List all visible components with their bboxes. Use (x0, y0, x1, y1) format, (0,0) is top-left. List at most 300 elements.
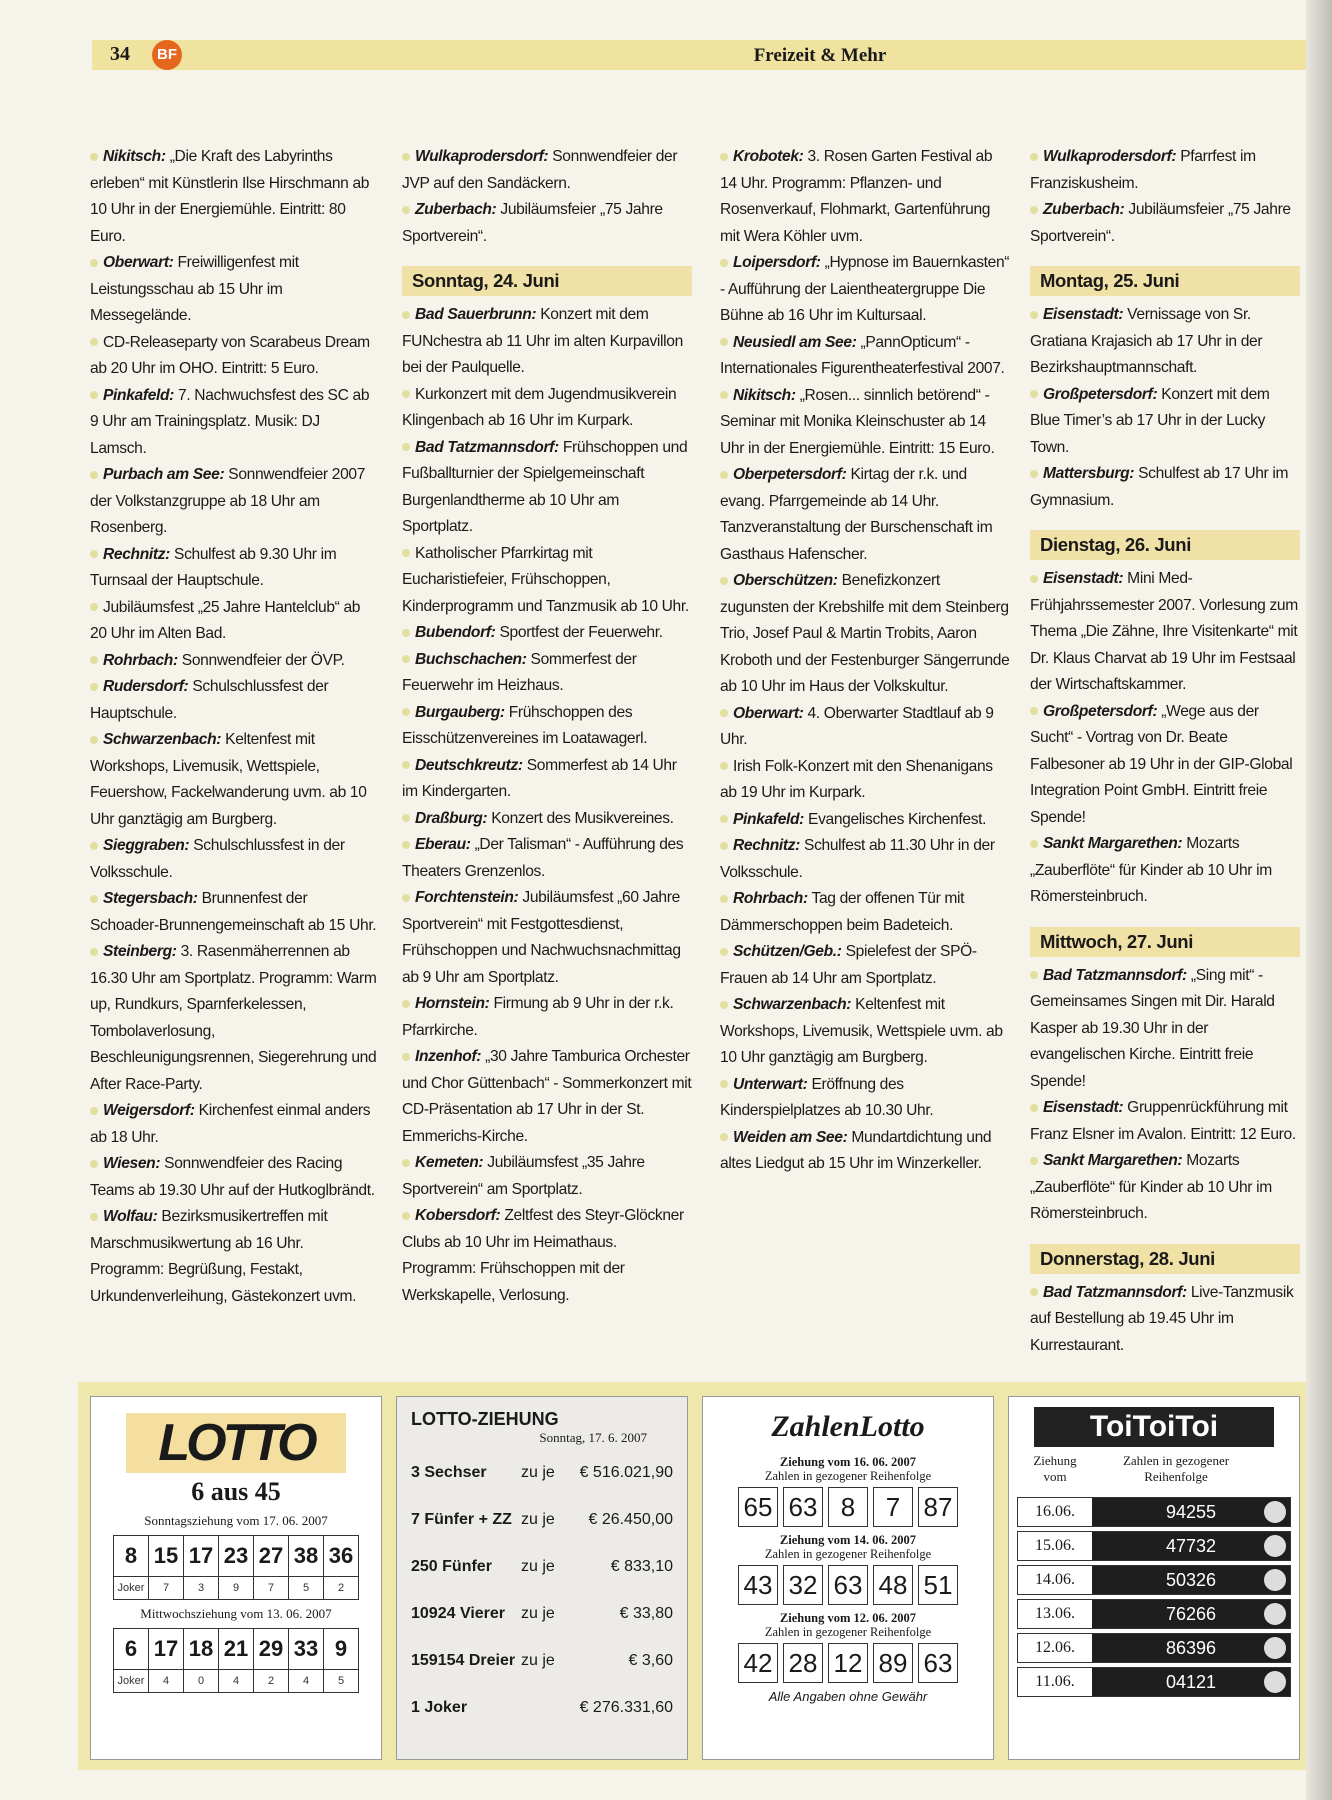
event-entry (402, 144, 692, 197)
event-place: Rohrbach: (733, 890, 808, 907)
toitoitoi-row (1017, 1599, 1291, 1629)
event-entry (720, 754, 1010, 807)
event-entry (402, 1044, 692, 1150)
event-entry (90, 330, 380, 383)
joker-digit: 5 (324, 1670, 359, 1693)
joker-digit: 4 (289, 1670, 324, 1693)
event-text: Live-Tanzmusik auf Bestellung ab 19.45 Uhr im Kurrestaurant. (1030, 1283, 1294, 1354)
event-entry (402, 1203, 692, 1309)
bullet-dot-icon (402, 814, 410, 822)
prize-count: 3 Sechser (411, 1464, 487, 1481)
bullet-dot-icon (402, 1212, 410, 1220)
event-text: Schulschlussfest in der Volksschule. (90, 837, 345, 881)
joker-row (114, 1577, 359, 1600)
lotto-number: 29 (254, 1629, 289, 1670)
bullet-dot-icon (720, 1133, 728, 1141)
event-place: Buchschachen: (415, 650, 527, 668)
event-entry (1030, 1148, 1300, 1228)
bullet-dot-icon (402, 443, 410, 451)
event-place: Pinkafeld: (733, 810, 805, 828)
event-entry (402, 197, 692, 250)
event-place: Schwarzenbach: (733, 996, 852, 1013)
event-entry (90, 1151, 380, 1204)
toitoitoi-date: 15.06. (1018, 1532, 1092, 1560)
bullet-dot-icon (90, 153, 98, 161)
toitoitoi-number: 47732 (1092, 1532, 1290, 1560)
bullet-dot-icon (90, 1107, 98, 1115)
event-place: Weigersdorf: (103, 1102, 195, 1119)
bullet-dot-icon (720, 259, 728, 267)
zahlenlotto-box (702, 1396, 994, 1760)
prize-count: 159154 Dreier (411, 1652, 516, 1669)
event-place: Neusiedl am See: (733, 333, 857, 351)
bullet-dot-icon (402, 761, 410, 769)
lotto-number: 9 (324, 1629, 359, 1670)
event-text: „Die Kraft des Labyrinths erleben“ mit Künstlerin Ilse Hirschmann ab 10 Uhr in der Energiemühle. Eintritt: 80 Euro. (90, 148, 370, 245)
event-entry (720, 939, 1010, 992)
joker-digit: 2 (254, 1670, 289, 1693)
event-place: Inzenhof: (415, 1048, 482, 1065)
lotto-ziehung-box (396, 1396, 688, 1760)
event-text: Mozarts „Zauberflöte“ für Kinder ab 10 Uhr im Römersteinbruch. (1030, 835, 1272, 905)
bullet-dot-icon (90, 471, 98, 479)
toitoitoi-box (1008, 1396, 1300, 1760)
zahlenlotto-number: 32 (783, 1565, 823, 1605)
event-text: Sonnwendfeier 2007 der Volkstanzgruppe ab 18 Uhr am Rosenberg. (90, 466, 366, 536)
page-header (92, 40, 1308, 70)
toitoitoi-date: 14.06. (1018, 1566, 1092, 1594)
section-title: Freizeit & Mehr (753, 45, 887, 66)
event-entry (1030, 302, 1300, 382)
event-entry (90, 1098, 380, 1151)
event-text: Evangelisches Kirchenfest. (804, 810, 987, 828)
column-3 (720, 144, 1010, 1178)
event-entry (90, 542, 380, 595)
prize-count: 1 Joker (411, 1699, 468, 1716)
event-place: Kemeten: (415, 1154, 484, 1171)
lotto-number: 8 (114, 1536, 149, 1577)
lotto-number: 6 (114, 1629, 149, 1670)
toitoitoi-date-header: Ziehung vom (1033, 1453, 1077, 1484)
zahlenlotto-footer: Alle Angaben ohne Gewähr (768, 1689, 928, 1704)
event-entry (90, 727, 380, 833)
event-text: Keltenfest mit Workshops, Livemusik, Wettspiele, Feuershow, Fackelwanderung uvm. ab 10 Uhr ganztägig am Burgberg. (90, 731, 367, 828)
bullet-dot-icon (402, 1000, 410, 1008)
event-entry (402, 382, 692, 435)
lotto-box (90, 1396, 382, 1760)
bullet-dot-icon (90, 948, 98, 956)
bullet-dot-icon (402, 655, 410, 663)
joker-digit: 0 (184, 1670, 219, 1693)
event-entry (720, 330, 1010, 383)
event-place: Bad Tatzmannsdorf: (415, 438, 559, 456)
lotto-numbers-row (114, 1629, 359, 1670)
zahlenlotto-number: 63 (828, 1565, 868, 1605)
event-entry (90, 383, 380, 463)
event-text: Freiwilligenfest mit Leistungsschau ab 15 Uhr im Messegelände. (90, 254, 299, 324)
toitoitoi-number: 86396 (1092, 1634, 1290, 1662)
prize-row (397, 1591, 687, 1638)
lotto-number: 38 (289, 1536, 324, 1577)
zahlenlotto-number: 12 (828, 1643, 868, 1683)
event-text: Sommerfest der Feuerwehr im Heizhaus. (402, 650, 637, 694)
bullet-dot-icon (90, 1213, 98, 1221)
zahlenlotto-number: 63 (918, 1643, 958, 1683)
event-entry (1030, 1280, 1300, 1360)
bullet-dot-icon (720, 762, 728, 770)
bullet-dot-icon (1030, 1288, 1038, 1296)
bullet-dot-icon (402, 708, 410, 716)
lotto-number: 17 (149, 1629, 184, 1670)
event-place: Rechnitz: (733, 837, 801, 854)
event-entry (90, 462, 380, 542)
prize-per: zu je (521, 1511, 555, 1528)
bullet-dot-icon (1030, 1104, 1038, 1112)
event-text: Kirtag der r.k. und evang. Pfarrgemeinde ab 14 Uhr. Tanzveranstaltung der Burschenschaft im Gasthaus Hafenscher. (720, 466, 993, 563)
lotto-ziehung-title: LOTTO-ZIEHUNG (411, 1409, 559, 1429)
bullet-dot-icon (90, 391, 98, 399)
bullet-dot-icon (402, 311, 410, 319)
lotto-number: 21 (219, 1629, 254, 1670)
prize-row (397, 1450, 687, 1497)
event-text: „30 Jahre Tamburica Orchester und Chor Güttenbach“ - Sommerkonzert mit CD-Präsentation ab 17 Uhr in der St. Emmerichs-Kirche. (402, 1048, 692, 1145)
event-entry (402, 806, 692, 833)
event-entry (720, 1072, 1010, 1125)
event-text: Benefizkonzert zugunsten der Krebshilfe mit dem Steinberg Trio, Josef Paul & Martin Trobits, Aaron Kroboth und der Festenburger Sängerrunde ab 10 Uhr im Haus der Volkskultur. (720, 572, 1010, 695)
event-entry (1030, 963, 1300, 1096)
zahlenlotto-number: 42 (738, 1643, 778, 1683)
event-place: Eisenstadt: (1043, 306, 1124, 323)
event-place: Bad Tatzmannsdorf: (1043, 966, 1187, 984)
event-text: Schulfest ab 11.30 Uhr in der Volksschule. (720, 837, 995, 881)
event-place: Steinberg: (103, 943, 177, 960)
event-text: 3. Rosen Garten Festival ab 14 Uhr. Programm: Pflanzen- und Rosenverkauf, Flohmarkt, Gartenführung mit Wera Köhler uvm. (720, 148, 993, 245)
zahlenlotto-date: Ziehung vom 16. 06. 2007 (779, 1455, 917, 1469)
lotto-draw-label: Sonntagsziehung vom 17. 06. 2007 (144, 1513, 328, 1528)
joker-digit: 9 (219, 1577, 254, 1600)
bullet-dot-icon (1030, 840, 1038, 848)
event-place: Hornstein: (415, 995, 490, 1012)
zahlenlotto-order-label: Zahlen in gezogener Reihenfolge (764, 1625, 932, 1639)
event-text: Schulfest ab 17 Uhr im Gymnasium. (1030, 465, 1289, 509)
prize-per: zu je (521, 1605, 555, 1622)
event-place: Großpetersdorf: (1043, 702, 1158, 720)
bullet-dot-icon (720, 153, 728, 161)
zahlenlotto-number: 87 (918, 1487, 958, 1527)
lotto-number: 27 (254, 1536, 289, 1577)
lotto-numbers-table (113, 1628, 359, 1693)
bullet-dot-icon (1030, 390, 1038, 398)
event-entry (720, 568, 1010, 701)
event-place: Sankt Margarethen: (1043, 1152, 1183, 1169)
bullet-dot-icon (720, 471, 728, 479)
event-text: Bezirksmusikertreffen mit Marschmusikwertung ab 16 Uhr. Programm: Begrüßung, Festakt, Urkundenverleihung, Gästekonzert uvm. (90, 1208, 357, 1305)
event-entry (90, 833, 380, 886)
event-text: Pfarrfest im Franziskusheim. (1030, 148, 1256, 192)
prize-row (397, 1638, 687, 1685)
bullet-dot-icon (1030, 311, 1038, 319)
lotto-number: 18 (184, 1629, 219, 1670)
event-text: Sommerfest ab 14 Uhr im Kindergarten. (402, 756, 677, 800)
event-entry (90, 144, 380, 250)
event-text: Irish Folk-Konzert mit den Shenanigans ab 19 Uhr im Kurpark. (720, 757, 993, 801)
bullet-dot-icon (720, 842, 728, 850)
bullet-dot-icon (1030, 1157, 1038, 1165)
bullet-dot-icon (1030, 971, 1038, 979)
lotto-subtitle: 6 aus 45 (191, 1477, 281, 1506)
event-entry (720, 144, 1010, 250)
event-place: Sankt Margarethen: (1043, 835, 1183, 852)
zahlenlotto-number: 28 (783, 1643, 823, 1683)
zahlenlotto-draw (703, 1611, 993, 1639)
event-text: „Der Talisman“ - Aufführung des Theaters Grenzenlos. (402, 836, 684, 880)
lotto-number: 15 (149, 1536, 184, 1577)
zahlenlotto-numbers (703, 1565, 993, 1605)
zahlenlotto-draw (703, 1455, 993, 1483)
event-place: Eberau: (415, 836, 471, 853)
bullet-dot-icon (90, 895, 98, 903)
event-place: Eisenstadt: (1043, 570, 1124, 587)
zahlenlotto-number: 8 (828, 1487, 868, 1527)
event-text: Sonnwendfeier der ÖVP. (177, 651, 345, 669)
bullet-dot-icon (1030, 470, 1038, 478)
lotto-number: 33 (289, 1629, 324, 1670)
event-text: Tag der offenen Tür mit Dämmerschoppen beim Badeteich. (720, 890, 965, 934)
lotto-numbers-table (113, 1535, 359, 1600)
event-entry (1030, 566, 1300, 699)
prize-count: 250 Fünfer (411, 1558, 492, 1575)
event-entry (90, 886, 380, 939)
lotto-numbers-row (114, 1536, 359, 1577)
lucky-symbol-icon (1264, 1637, 1286, 1659)
event-text: Frühschoppen des Eisschützenvereines im Loatawagerl. (402, 703, 648, 747)
event-text: Mozarts „Zauberflöte“ für Kinder ab 10 Uhr im Römersteinbruch. (1030, 1152, 1272, 1222)
event-text: CD-Releaseparty von Scarabeus Dream ab 20 Uhr im OHO. Eintritt: 5 Euro. (90, 333, 370, 377)
zahlenlotto-logo: ZahlenLotto (771, 1410, 925, 1443)
event-place: Krobotek: (733, 148, 804, 165)
bullet-dot-icon (720, 338, 728, 346)
event-entry (90, 674, 380, 727)
event-text: „PannOpticum“ - Internationales Figurentheaterfestival 2007. (720, 333, 1005, 377)
event-entry (90, 595, 380, 648)
joker-digit: 4 (219, 1670, 254, 1693)
bullet-dot-icon (90, 683, 98, 691)
event-text: Jubiläumsfest „60 Jahre Sportverein“ mit Festgottesdienst, Frühschoppen und Nachwuchsnachmittag ab 9 Uhr am Sportplatz. (402, 889, 681, 986)
bullet-dot-icon (90, 338, 98, 346)
column-2 (402, 144, 692, 1309)
event-entry (720, 462, 1010, 568)
page-edge-shadow (1306, 0, 1332, 1800)
bullet-dot-icon (90, 603, 98, 611)
event-place: Sieggraben: (103, 837, 190, 854)
zahlenlotto-draw (703, 1533, 993, 1561)
event-place: Wulkaprodersdorf: (1043, 148, 1177, 165)
joker-digit: 5 (289, 1577, 324, 1600)
event-entry (1030, 699, 1300, 832)
event-entry (720, 250, 1010, 330)
event-text: Schulfest ab 9.30 Uhr im Turnsaal der Hauptschule. (90, 545, 337, 589)
column-4 (1030, 144, 1300, 1359)
prize-amount: € 516.021,90 (579, 1464, 673, 1481)
toitoitoi-logo: ToiToiToi (1034, 1407, 1274, 1447)
zahlenlotto-number: 63 (783, 1487, 823, 1527)
zahlenlotto-number: 48 (873, 1565, 913, 1605)
event-place: Loipersdorf: (733, 254, 821, 271)
page-number: 34 (110, 43, 130, 65)
event-text: Kurkonzert mit dem Jugendmusikverein Klingenbach ab 16 Uhr im Kurpark. (402, 385, 677, 429)
event-entry (402, 302, 692, 382)
event-entry (1030, 197, 1300, 250)
bullet-dot-icon (402, 549, 410, 557)
event-entry (402, 753, 692, 806)
event-entry (402, 541, 692, 621)
toitoitoi-header (1009, 1453, 1299, 1493)
bullet-dot-icon (1030, 206, 1038, 214)
event-place: Wolfau: (103, 1208, 158, 1225)
event-place: Oberschützen: (733, 572, 838, 589)
toitoitoi-number: 94255 (1092, 1498, 1290, 1526)
event-text: Konzert des Musikvereines. (487, 809, 674, 827)
event-place: Wiesen: (103, 1155, 161, 1172)
event-text: 7. Nachwuchsfest des SC ab 9 Uhr am Trainingsplatz. Musik: DJ Lamsch. (90, 386, 370, 457)
bullet-dot-icon (720, 895, 728, 903)
prize-per: zu je (521, 1652, 555, 1669)
lucky-symbol-icon (1264, 1671, 1286, 1693)
event-place: Purbach am See: (103, 466, 225, 483)
prize-amount: € 3,60 (628, 1652, 673, 1669)
zahlenlotto-numbers (703, 1487, 993, 1527)
event-entry (1030, 144, 1300, 197)
prize-count: 7 Fünfer + ZZ (411, 1511, 512, 1528)
event-text: „Hypnose im Bauernkasten“ - Aufführung der Laientheatergruppe Die Bühne ab 16 Uhr im Kultursaal. (720, 254, 1010, 324)
event-text: Jubiläumsfest „25 Jahre Hantelclub“ ab 20 Uhr im Alten Bad. (90, 598, 361, 642)
event-place: Forchtenstein: (415, 889, 519, 906)
event-text: Sonnwendfeier der JVP auf den Sandäckern. (402, 148, 678, 192)
event-place: Oberwart: (733, 704, 804, 722)
event-place: Schwarzenbach: (103, 731, 222, 748)
bullet-dot-icon (402, 153, 410, 161)
event-entry (90, 939, 380, 1098)
lotto-number: 23 (219, 1536, 254, 1577)
bullet-dot-icon (90, 1160, 98, 1168)
toitoitoi-number: 76266 (1092, 1600, 1290, 1628)
event-entry (90, 250, 380, 330)
prize-count: 10924 Vierer (411, 1605, 506, 1622)
event-entry (1030, 461, 1300, 514)
bf-logo: BF (152, 40, 182, 70)
zahlenlotto-number: 51 (918, 1565, 958, 1605)
joker-digit: 7 (254, 1577, 289, 1600)
event-text: Sonnwendfeier des Racing Teams ab 19.30 Uhr auf der Hutkoglbrändt. (90, 1155, 375, 1199)
event-text: Kirchenfest einmal anders ab 18 Uhr. (90, 1102, 371, 1146)
event-entry (720, 1125, 1010, 1178)
toitoitoi-number: 04121 (1092, 1668, 1290, 1696)
event-entry (720, 833, 1010, 886)
event-place: Stegersbach: (103, 890, 198, 907)
event-entry (402, 700, 692, 753)
event-place: Zuberbach: (415, 201, 497, 218)
event-place: Rechnitz: (103, 545, 171, 563)
bullet-dot-icon (402, 1053, 410, 1061)
bullet-dot-icon (402, 894, 410, 902)
prize-per: zu je (521, 1558, 555, 1575)
bullet-dot-icon (90, 656, 98, 664)
bullet-dot-icon (90, 736, 98, 744)
zahlenlotto-number: 89 (873, 1643, 913, 1683)
column-1 (90, 144, 380, 1310)
event-entry (720, 807, 1010, 834)
event-place: Bad Tatzmannsdorf: (1043, 1283, 1187, 1301)
event-text: Vernissage von Sr. Gratiana Krajasich ab 17 Uhr in der Bezirkshauptmannschaft. (1030, 306, 1263, 376)
toitoitoi-row (1017, 1531, 1291, 1561)
event-place: Oberpetersdorf: (733, 466, 847, 483)
zahlenlotto-number: 43 (738, 1565, 778, 1605)
zahlenlotto-order-label: Zahlen in gezogener Reihenfolge (764, 1547, 932, 1561)
event-text: Frühschoppen und Fußballturnier der Spielgemeinschaft Burgenlandtherme ab 10 Uhr am Sportplatz. (402, 438, 688, 535)
event-text: 4. Oberwarter Stadtlauf ab 9 Uhr. (720, 704, 994, 748)
event-entry (720, 383, 1010, 463)
event-place: Kobersdorf: (415, 1207, 501, 1224)
event-text: Katholischer Pfarrkirtag mit Eucharistiefeier, Frühschoppen, Kinderprogramm und Tanzmusik ab 10 Uhr. (402, 544, 689, 615)
lotto-number: 17 (184, 1536, 219, 1577)
event-entry (402, 620, 692, 647)
event-text: Keltenfest mit Workshops, Livemusik, Wettspiele uvm. ab 10 Uhr ganztägig am Burgberg. (720, 996, 1003, 1066)
prize-row (397, 1685, 687, 1732)
bullet-dot-icon (402, 1159, 410, 1167)
bullet-dot-icon (720, 391, 728, 399)
lucky-symbol-icon (1264, 1569, 1286, 1591)
event-place: Draßburg: (415, 809, 488, 827)
bullet-dot-icon (720, 709, 728, 717)
joker-digit: 3 (184, 1577, 219, 1600)
lotto-ziehung-date: Sonntag, 17. 6. 2007 (539, 1430, 647, 1445)
bullet-dot-icon (402, 841, 410, 849)
event-text: 3. Rasenmäherrennen ab 16.30 Uhr am Sportplatz. Programm: Warm up, Rundkurs, Sparnferkelessen, Tombolaverlosung, Beschleunigungsrennen, Siegerehrung und After Race-Party. (90, 943, 377, 1093)
zahlenlotto-date: Ziehung vom 12. 06. 2007 (779, 1611, 917, 1625)
event-place: Burgauberg: (415, 703, 505, 721)
event-text: Brunnenfest der Schoader-Brunnengemeinschaft ab 15 Uhr. (90, 890, 377, 934)
event-place: Bubendorf: (415, 624, 496, 641)
bullet-dot-icon (1030, 575, 1038, 583)
lotto-number: 36 (324, 1536, 359, 1577)
joker-digit: 7 (149, 1577, 184, 1600)
toitoitoi-row (1017, 1497, 1291, 1527)
event-place: Eisenstadt: (1043, 1099, 1124, 1116)
event-place: Nikitsch: (733, 386, 796, 404)
day-heading: Sonntag, 24. Juni (402, 266, 692, 296)
toitoitoi-row (1017, 1565, 1291, 1595)
event-place: Schützen/Geb.: (733, 943, 842, 960)
event-text: Spielefest der SPÖ-Frauen ab 14 Uhr am Sportplatz. (720, 943, 977, 987)
prize-row (397, 1544, 687, 1591)
event-text: Eröffnung des Kinderspielplatzes ab 10.30 Uhr. (720, 1075, 934, 1119)
bullet-dot-icon (90, 842, 98, 850)
event-place: Oberwart: (103, 254, 174, 271)
event-text: Sportfest der Feuerwehr. (495, 624, 663, 641)
toitoitoi-row (1017, 1633, 1291, 1663)
zahlenlotto-number: 65 (738, 1487, 778, 1527)
event-text: „Wege aus der Sucht“ - Vortrag von Dr. Beate Falbesoner ab 19 Uhr in der GIP-Global Integration Point GmbH. Eintritt freie Spende! (1030, 702, 1293, 826)
event-text: Mundartdichtung und altes Liedgut ab 15 Uhr im Winzerkeller. (720, 1128, 992, 1172)
event-entry (720, 701, 1010, 754)
event-text: Mini Med-Frühjahrssemester 2007. Vorlesung zum Thema „Die Zähne, Ihre Visitenkarte“ mit Dr. Klaus Charvat ab 19 Uhr im Festsaal der Wirtschaftskammer. (1030, 570, 1298, 693)
bullet-dot-icon (720, 948, 728, 956)
event-entry (90, 648, 380, 675)
toitoitoi-row (1017, 1667, 1291, 1697)
lucky-symbol-icon (1264, 1603, 1286, 1625)
bullet-dot-icon (90, 259, 98, 267)
event-place: Wulkaprodersdorf: (415, 148, 549, 165)
